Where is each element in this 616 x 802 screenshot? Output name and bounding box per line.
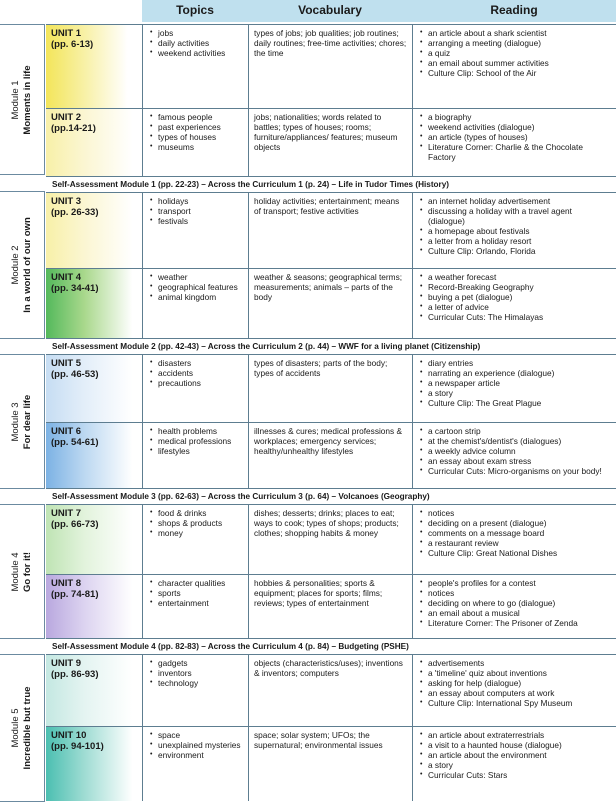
reading-item: • a weather forecast <box>428 272 611 282</box>
reading-item: • a restaurant review <box>428 538 611 548</box>
unit-cell <box>46 269 142 339</box>
reading-item: • a story <box>428 760 611 770</box>
unit-pages: (pp. 86-93) <box>51 669 99 680</box>
reading-item: • narrating an experience (dialogue) <box>428 368 611 378</box>
reading-item: • deciding on where to go (dialogue) <box>428 598 611 608</box>
unit-title: UNIT 1 <box>51 28 82 39</box>
unit-pages: (pp. 26-33) <box>51 207 99 218</box>
topics-cell <box>142 727 248 801</box>
reading-item: • Record-Breaking Geography <box>428 282 611 292</box>
unit-pages: (pp. 94-101) <box>51 741 104 752</box>
reading-item: • an article about extraterrestrials <box>428 730 611 740</box>
reading-item: • a letter of advice <box>428 302 611 312</box>
reading-item: • Curricular Cuts: Micro-organisms on your body! <box>428 466 611 476</box>
unit-title: UNIT 7 <box>51 508 82 519</box>
self-assessment-3: Self-Assessment Module 3 (pp. 62-63) – Across the Curriculum 3 (p. 64) – Volcanoes (Geography) <box>46 488 616 504</box>
topic-item: • environment <box>158 750 243 760</box>
reading-item: • people's profiles for a contest <box>428 578 611 588</box>
topic-item: • lifestyles <box>158 446 243 456</box>
reading-cell <box>412 575 616 639</box>
topic-item: • precautions <box>158 378 243 388</box>
vocabulary-cell: types of jobs; job qualities; job routines; daily routines; free-time activities; chores; the time <box>248 25 412 109</box>
reading-item: • a story <box>428 388 611 398</box>
topic-item: • space <box>158 730 243 740</box>
module-name: For dear life <box>22 394 33 449</box>
unit-pages: (pp. 74-81) <box>51 589 99 600</box>
topic-item: • shops & products <box>158 518 243 528</box>
reading-item: • Curricular Cuts: Stars <box>428 770 611 780</box>
reading-item: • at the chemist's/dentist's (dialogues) <box>428 436 611 446</box>
vocabulary-cell: weather & seasons; geographical terms; measurements; animals – parts of the body <box>248 269 412 339</box>
reading-item: • a cartoon strip <box>428 426 611 436</box>
reading-item: • an email about a musical <box>428 608 611 618</box>
module-number: Module 2 <box>10 245 21 285</box>
topic-item: • inventors <box>158 668 243 678</box>
reading-item: • Literature Corner: The Prisoner of Zenda <box>428 618 611 628</box>
unit-cell <box>46 423 142 489</box>
reading-item: • a letter from a holiday resort <box>428 236 611 246</box>
reading-item: • an article (types of houses) <box>428 132 611 142</box>
topic-item: • accidents <box>158 368 243 378</box>
topic-item: • sports <box>158 588 243 598</box>
topic-item: • holidays <box>158 196 243 206</box>
reading-item: • deciding on a present (dialogue) <box>428 518 611 528</box>
module-number: Module 5 <box>10 708 21 748</box>
topic-item: • famous people <box>158 112 243 122</box>
topic-item: • daily activities <box>158 38 243 48</box>
module-5-tab <box>0 654 45 802</box>
topic-item: • museums <box>158 142 243 152</box>
reading-cell <box>412 655 616 727</box>
reading-item: • asking for help (dialogue) <box>428 678 611 688</box>
vocabulary-cell: objects (characteristics/uses); inventions & inventors; computers <box>248 655 412 727</box>
module-name: In a world of our own <box>22 217 33 313</box>
topic-item: • money <box>158 528 243 538</box>
unit-row <box>46 108 616 177</box>
reading-item: • an email about summer activities <box>428 58 611 68</box>
unit-cell <box>46 727 142 801</box>
topic-item: • health problems <box>158 426 243 436</box>
unit-title: UNIT 10 <box>51 730 87 741</box>
vocabulary-cell: space; solar system; UFOs; the supernatural; environmental issues <box>248 727 412 801</box>
module-name: Incredible but true <box>22 686 33 770</box>
module-number: Module 4 <box>10 551 21 592</box>
reading-item: • notices <box>428 508 611 518</box>
topics-cell <box>142 269 248 339</box>
self-assessment-4: Self-Assessment Module 4 (pp. 82-83) – Across the Curriculum 4 (p. 84) – Budgeting (PSHE) <box>46 638 616 654</box>
reading-cell <box>412 423 616 489</box>
vocabulary-cell: hobbies & personalities; sports & equipment; places for sports; films; reviews; types of entertainment <box>248 575 412 639</box>
reading-item: • notices <box>428 588 611 598</box>
reading-item: • Culture Clip: Great National Dishes <box>428 548 611 558</box>
reading-item: • advertisements <box>428 658 611 668</box>
reading-item: • an essay about computers at work <box>428 688 611 698</box>
topics-cell <box>142 193 248 269</box>
unit-title: UNIT 8 <box>51 578 82 589</box>
module-1-tab <box>0 24 45 175</box>
reading-cell <box>412 269 616 339</box>
reading-item: • a 'timeline' quiz about inventions <box>428 668 611 678</box>
reading-item: • Literature Corner: Charlie & the Chocolate Factory <box>428 142 611 162</box>
topic-item: • medical professions <box>158 436 243 446</box>
topic-item: • disasters <box>158 358 243 368</box>
reading-cell <box>412 355 616 423</box>
reading-item: • an article about a shark scientist <box>428 28 611 38</box>
reading-cell <box>412 505 616 575</box>
unit-row <box>46 726 616 801</box>
reading-cell <box>412 109 616 177</box>
unit-row <box>46 24 616 109</box>
module-4-tab <box>0 504 45 639</box>
topics-cell <box>142 109 248 177</box>
reading-item: • a quiz <box>428 48 611 58</box>
topics-cell <box>142 423 248 489</box>
reading-item: • Curricular Cuts: The Himalayas <box>428 312 611 322</box>
vocabulary-cell: holiday activities; entertainment; means of transport; festive activities <box>248 193 412 269</box>
topics-cell <box>142 25 248 109</box>
topics-cell <box>142 505 248 575</box>
unit-row <box>46 574 616 639</box>
reading-item: • an internet holiday advertisement <box>428 196 611 206</box>
reading-item: • Culture Clip: Orlando, Florida <box>428 246 611 256</box>
vocabulary-cell: types of disasters; parts of the body; types of accidents <box>248 355 412 423</box>
unit-row <box>46 422 616 489</box>
unit-cell <box>46 505 142 575</box>
topic-item: • food & drinks <box>158 508 243 518</box>
unit-pages: (pp. 54-61) <box>51 437 99 448</box>
reading-item: • comments on a message board <box>428 528 611 538</box>
topics-cell <box>142 355 248 423</box>
self-assessment-1: Self-Assessment Module 1 (pp. 22-23) – Across the Curriculum 1 (p. 24) – Life in Tudor Times (History) <box>46 176 616 192</box>
unit-pages: (pp.14-21) <box>51 123 96 134</box>
topics-cell <box>142 575 248 639</box>
reading-item: • a newspaper article <box>428 378 611 388</box>
unit-row <box>46 354 616 423</box>
unit-title: UNIT 9 <box>51 658 82 669</box>
vocabulary-cell: dishes; desserts; drinks; places to eat; ways to cook; types of shops; products; clothes; shopping habits & money <box>248 505 412 575</box>
reading-item: • arranging a meeting (dialogue) <box>428 38 611 48</box>
unit-cell <box>46 655 142 727</box>
topics-cell <box>142 655 248 727</box>
header-topics: Topics <box>142 0 248 24</box>
unit-row <box>46 192 616 269</box>
unit-pages: (pp. 6-13) <box>51 39 94 50</box>
unit-cell <box>46 25 142 109</box>
reading-cell <box>412 25 616 109</box>
module-number: Module 3 <box>10 401 21 442</box>
self-assessment-2: Self-Assessment Module 2 (pp. 42-43) – Across the Curriculum 2 (p. 44) – WWF for a living planet (Citizenship) <box>46 338 616 354</box>
unit-title: UNIT 3 <box>51 196 82 207</box>
unit-cell <box>46 355 142 423</box>
module-number: Module 1 <box>10 79 21 120</box>
reading-item: • discussing a holiday with a travel agent (dialogue) <box>428 206 611 226</box>
topic-item: • jobs <box>158 28 243 38</box>
topic-item: • transport <box>158 206 243 216</box>
topic-item: • technology <box>158 678 243 688</box>
reading-cell <box>412 193 616 269</box>
reading-cell <box>412 727 616 801</box>
reading-item: • a biography <box>428 112 611 122</box>
topic-item: • animal kingdom <box>158 292 243 302</box>
header-vocabulary: Vocabulary <box>248 0 412 24</box>
header-reading: Reading <box>412 0 616 24</box>
unit-pages: (pp. 34-41) <box>51 283 99 294</box>
topic-item: • unexplained mysteries <box>158 740 243 750</box>
topic-item: • weather <box>158 272 243 282</box>
topic-item: • past experiences <box>158 122 243 132</box>
vocabulary-cell: illnesses & cures; medical professions & workplaces; emergency services; healthy/unhealthy lifestyles <box>248 423 412 489</box>
module-name: Moments in life <box>22 64 33 135</box>
unit-row <box>46 268 616 339</box>
topic-item: • types of houses <box>158 132 243 142</box>
unit-pages: (pp. 66-73) <box>51 519 99 530</box>
reading-item: • an essay about exam stress <box>428 456 611 466</box>
topic-item: • festivals <box>158 216 243 226</box>
reading-item: • a visit to a haunted house (dialogue) <box>428 740 611 750</box>
unit-cell <box>46 575 142 639</box>
reading-item: • Culture Clip: The Great Plague <box>428 398 611 408</box>
unit-title: UNIT 6 <box>51 426 82 437</box>
reading-item: • buying a pet (dialogue) <box>428 292 611 302</box>
module-name: Go for it! <box>22 551 33 592</box>
reading-item: • diary entries <box>428 358 611 368</box>
reading-item: • weekend activities (dialogue) <box>428 122 611 132</box>
topic-item: • geographical features <box>158 282 243 292</box>
reading-item: • an article about the environment <box>428 750 611 760</box>
unit-title: UNIT 4 <box>51 272 82 283</box>
unit-title: UNIT 2 <box>51 112 82 123</box>
reading-item: • Culture Clip: School of the Air <box>428 68 611 78</box>
unit-row <box>46 654 616 727</box>
module-2-tab <box>0 191 45 339</box>
reading-item: • a homepage about festivals <box>428 226 611 236</box>
module-3-tab <box>0 354 45 489</box>
reading-item: • a weekly advice column <box>428 446 611 456</box>
unit-cell <box>46 109 142 177</box>
unit-cell <box>46 193 142 269</box>
topic-item: • entertainment <box>158 598 243 608</box>
unit-title: UNIT 5 <box>51 358 82 369</box>
topic-item: • weekend activities <box>158 48 243 58</box>
vocabulary-cell: jobs; nationalities; words related to battles; types of houses; rooms; furniture/appliances/ features; museum objects <box>248 109 412 177</box>
unit-row <box>46 504 616 575</box>
topic-item: • gadgets <box>158 658 243 668</box>
unit-pages: (pp. 46-53) <box>51 369 99 380</box>
topic-item: • character qualities <box>158 578 243 588</box>
reading-item: • Culture Clip: International Spy Museum <box>428 698 611 708</box>
